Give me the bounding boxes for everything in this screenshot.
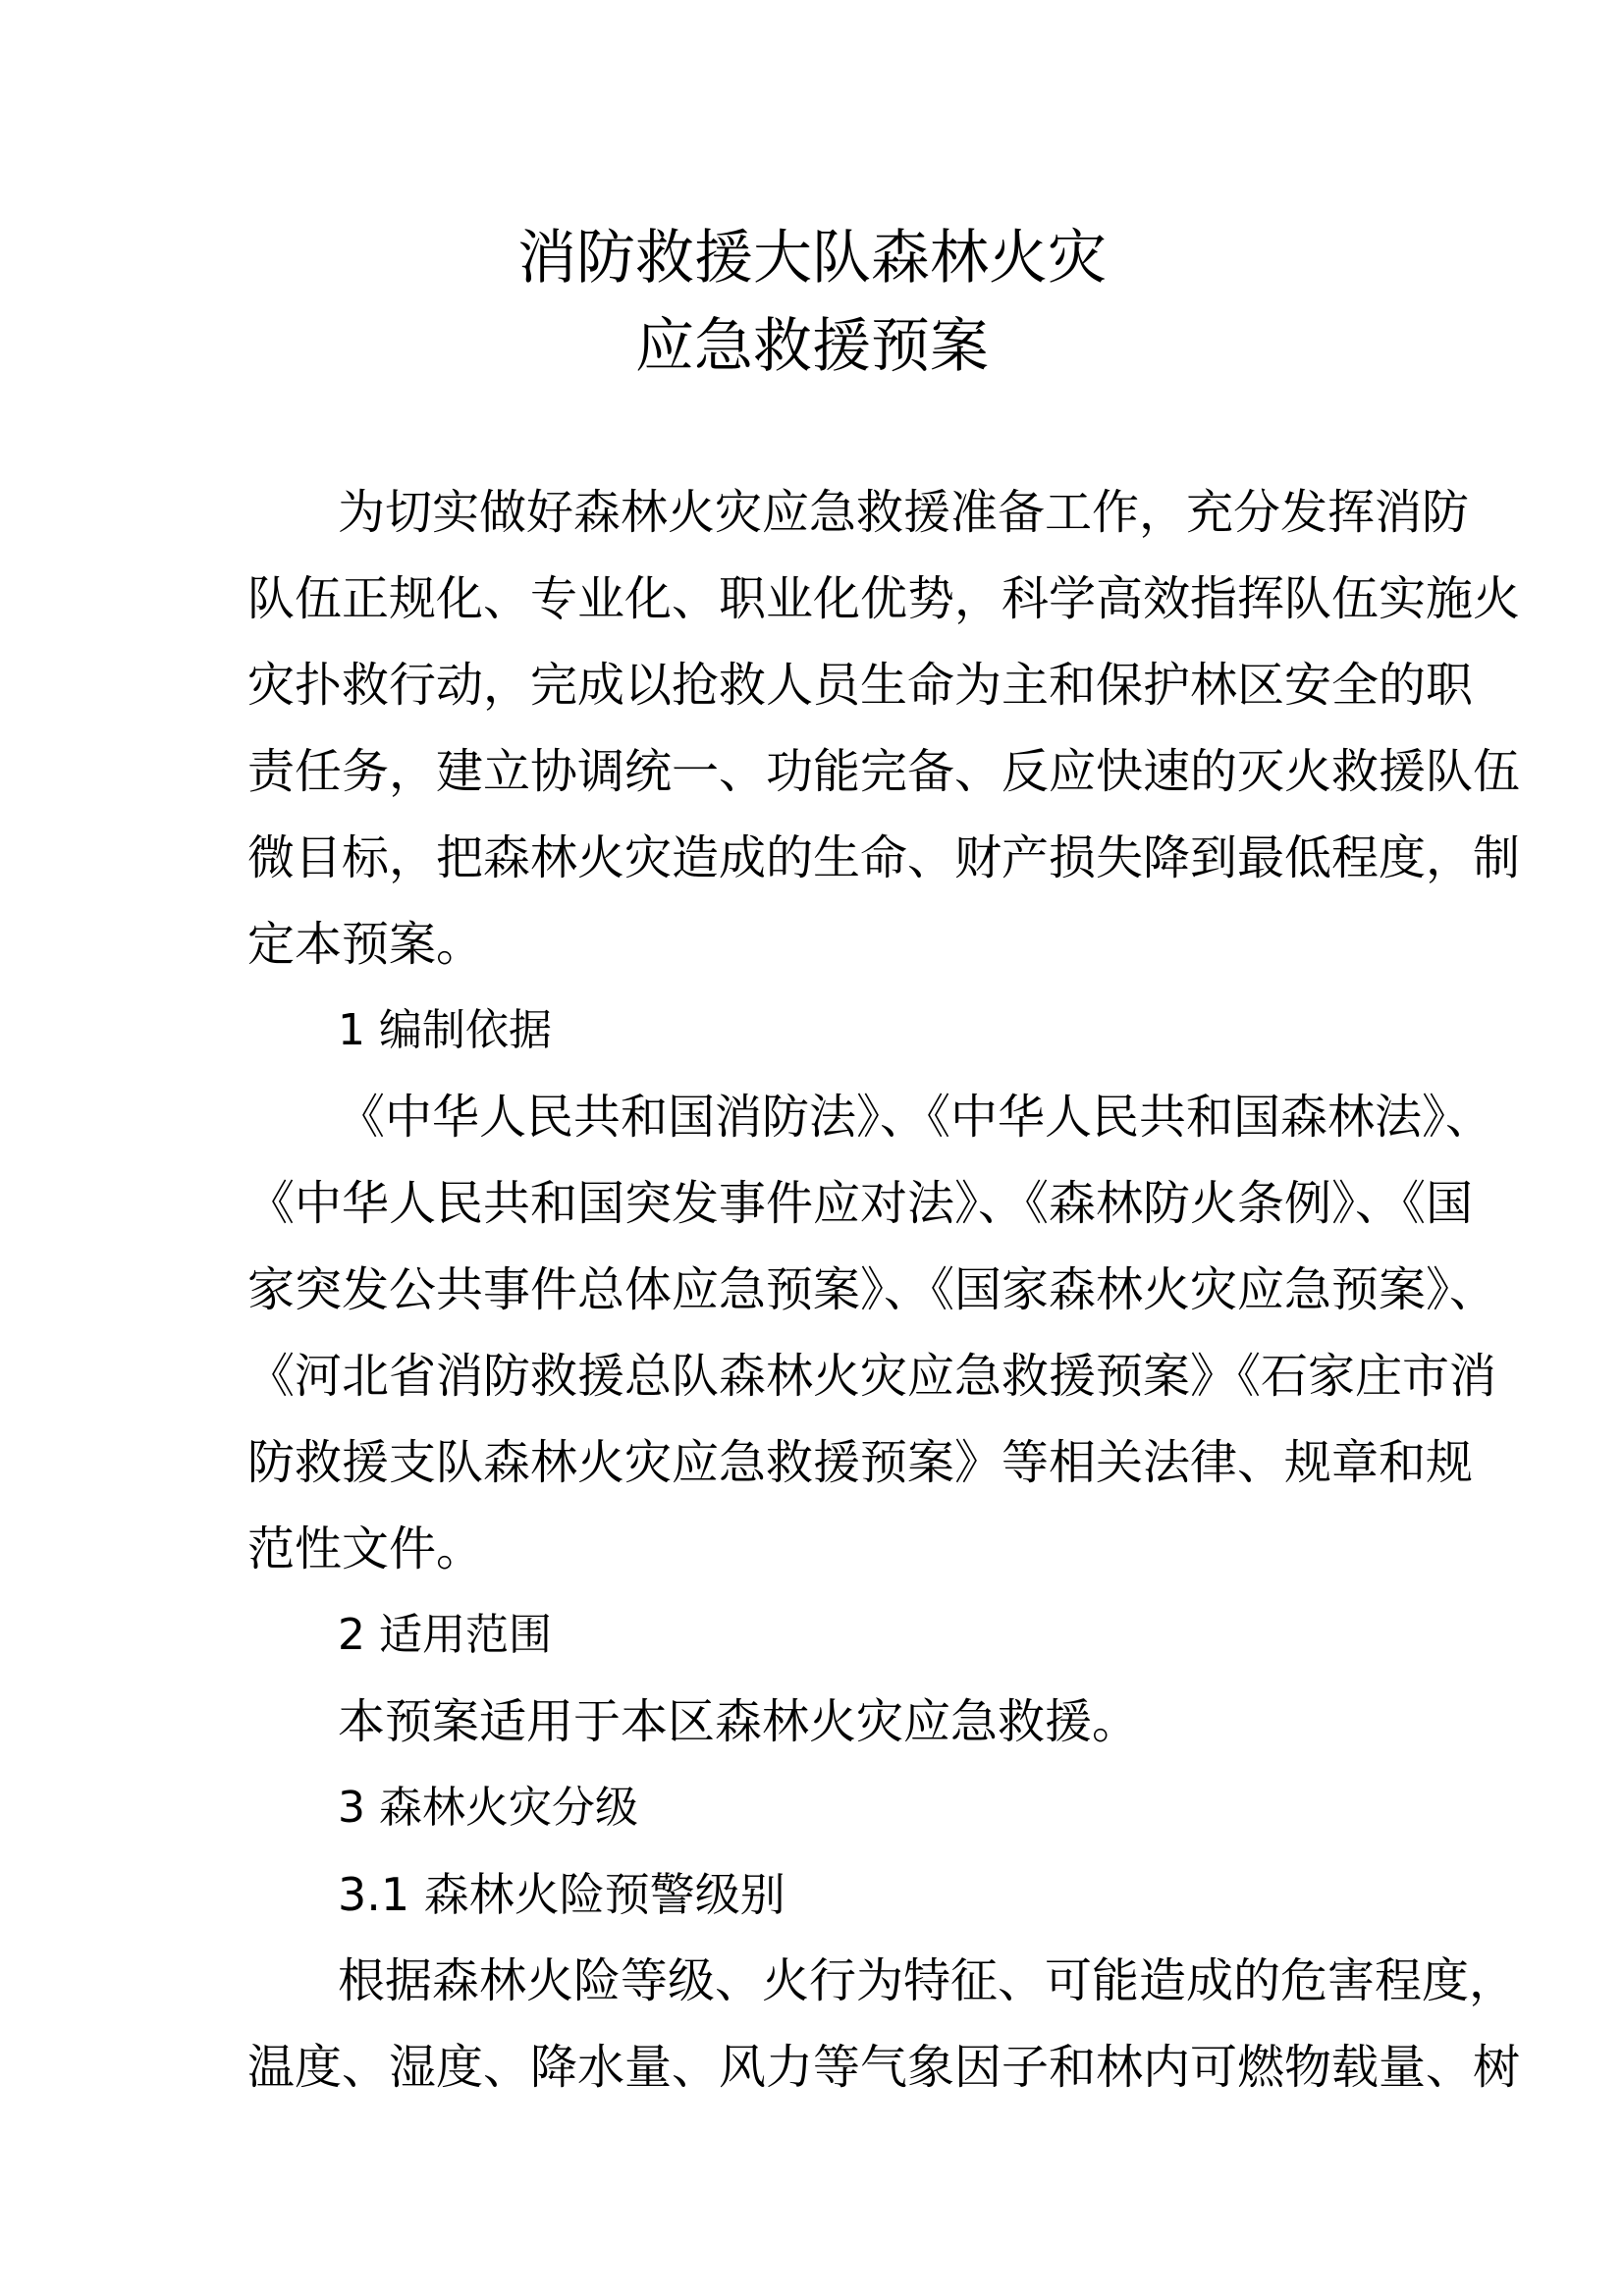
section-1-line: 《中华人民共和国消防法》、《中华人民共和国森林法》、 xyxy=(338,1090,1493,1145)
section-3-1-line: 根据森林火险等级、火行为特征、可能造成的危害程度， xyxy=(338,1953,1517,2008)
section-2-heading: 2 适用范围 xyxy=(338,1610,552,1660)
section-1-line: 《中华人民共和国突发事件应对法》、《森林防火条例》、《国 xyxy=(247,1176,1474,1231)
document-title-line-1: 消防救援大队森林火灾 xyxy=(517,224,1107,293)
document-title-line-2: 应急救援预案 xyxy=(635,312,989,381)
section-1-line: 家突发公共事件总体应急预案》、《国家森林火灾应急预案》、 xyxy=(247,1262,1497,1317)
section-1-line: 《河北省消防救援总队森林火灾应急救援预案》《石家庄市消 xyxy=(247,1349,1497,1404)
section-2-text: 本预案适用于本区森林火灾应急救援。 xyxy=(338,1694,1140,1749)
intro-line: 微目标，把森林火灾造成的生命、财产损失降到最低程度，制 xyxy=(247,830,1521,885)
intro-line: 为切实做好森林火灾应急救援准备工作，充分发挥消防 xyxy=(338,485,1470,540)
section-3-heading: 3 森林火灾分级 xyxy=(338,1783,638,1833)
intro-line: 责任务，建立协调统一、功能完备、反应快速的灭火救援队伍 xyxy=(247,744,1521,799)
section-1-heading: 1 编制依据 xyxy=(338,1005,552,1055)
document-body xyxy=(247,469,1521,2110)
section-1-line: 范性文件。 xyxy=(247,1522,484,1576)
section-1-line: 防救援支队森林火灾应急救援预案》等相关法律、规章和规 xyxy=(247,1435,1474,1490)
intro-line: 队伍正规化、专业化、职业化优势，科学高效指挥队伍实施火 xyxy=(247,571,1521,626)
intro-line: 灾扑救行动，完成以抢救人员生命为主和保护林区安全的职 xyxy=(247,658,1474,713)
intro-line: 定本预案。 xyxy=(247,917,484,972)
section-3-1-line: 温度、湿度、降水量、风力等气象因子和林内可燃物载量、树 xyxy=(247,2040,1521,2095)
section-3-1-heading: 3.1 森林火险预警级别 xyxy=(338,1868,785,1921)
